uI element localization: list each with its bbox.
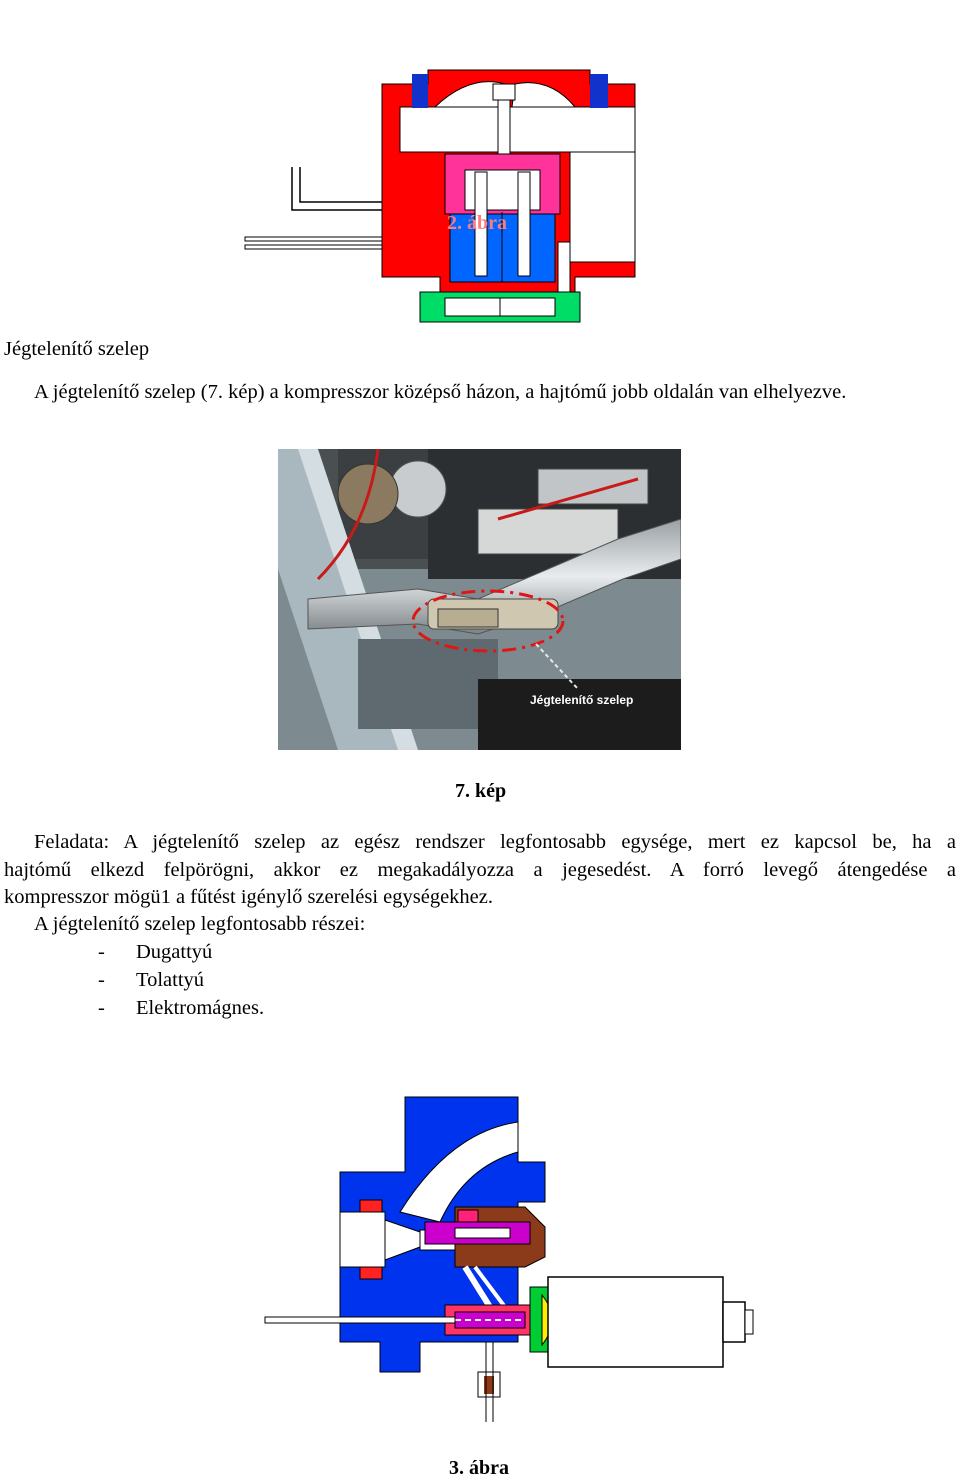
figure-2-svg (240, 62, 640, 326)
section-title: Jégtelenítő szelep (4, 338, 150, 360)
description-paragraph (4, 829, 956, 912)
list-item (98, 967, 205, 995)
description-line-1: Feladata: A jégtelenítő szelep az egész rendszer legfontosabb egysége, mert ez kapcsol be, ha a (34, 831, 956, 853)
parts-list (98, 939, 265, 1023)
parts-heading: A jégtelenítő szelep legfontosabb részei: (34, 913, 366, 935)
description-line-3: kompresszor mögü1 a fűtést igénylő szerelési egységekhez. (4, 886, 493, 908)
photo-caption: 7. kép (455, 780, 507, 802)
description-line-2: hajtómű elkezd felpörögni, akkor ez megakadályozza a jegesedést. A forró levegő átengedése a (4, 858, 956, 881)
intro-paragraph: A jégtelenítő szelep (7. kép) a kompresszor középső házon, a hajtómű jobb oldalán van elhelyezve. (34, 381, 847, 403)
list-bullet: - (98, 997, 105, 1019)
list-item (98, 995, 265, 1023)
list-item-label: Dugattyú (136, 941, 213, 963)
list-bullet: - (98, 969, 105, 991)
figure-3-caption: 3. ábra (449, 1457, 509, 1479)
figure-2-diagram (240, 62, 640, 326)
deicing-valve-photo (278, 449, 681, 750)
list-item-label: Elektromágnes. (136, 997, 265, 1019)
figure-3-diagram (260, 1092, 760, 1428)
list-item (98, 939, 213, 967)
photo-label: Jégtelenítő szelep (530, 693, 634, 707)
figure-3-svg (260, 1092, 760, 1428)
list-item-label: Tolattyú (136, 969, 205, 991)
figure-2-label: 2. ábra (447, 212, 507, 234)
list-bullet: - (98, 941, 105, 963)
